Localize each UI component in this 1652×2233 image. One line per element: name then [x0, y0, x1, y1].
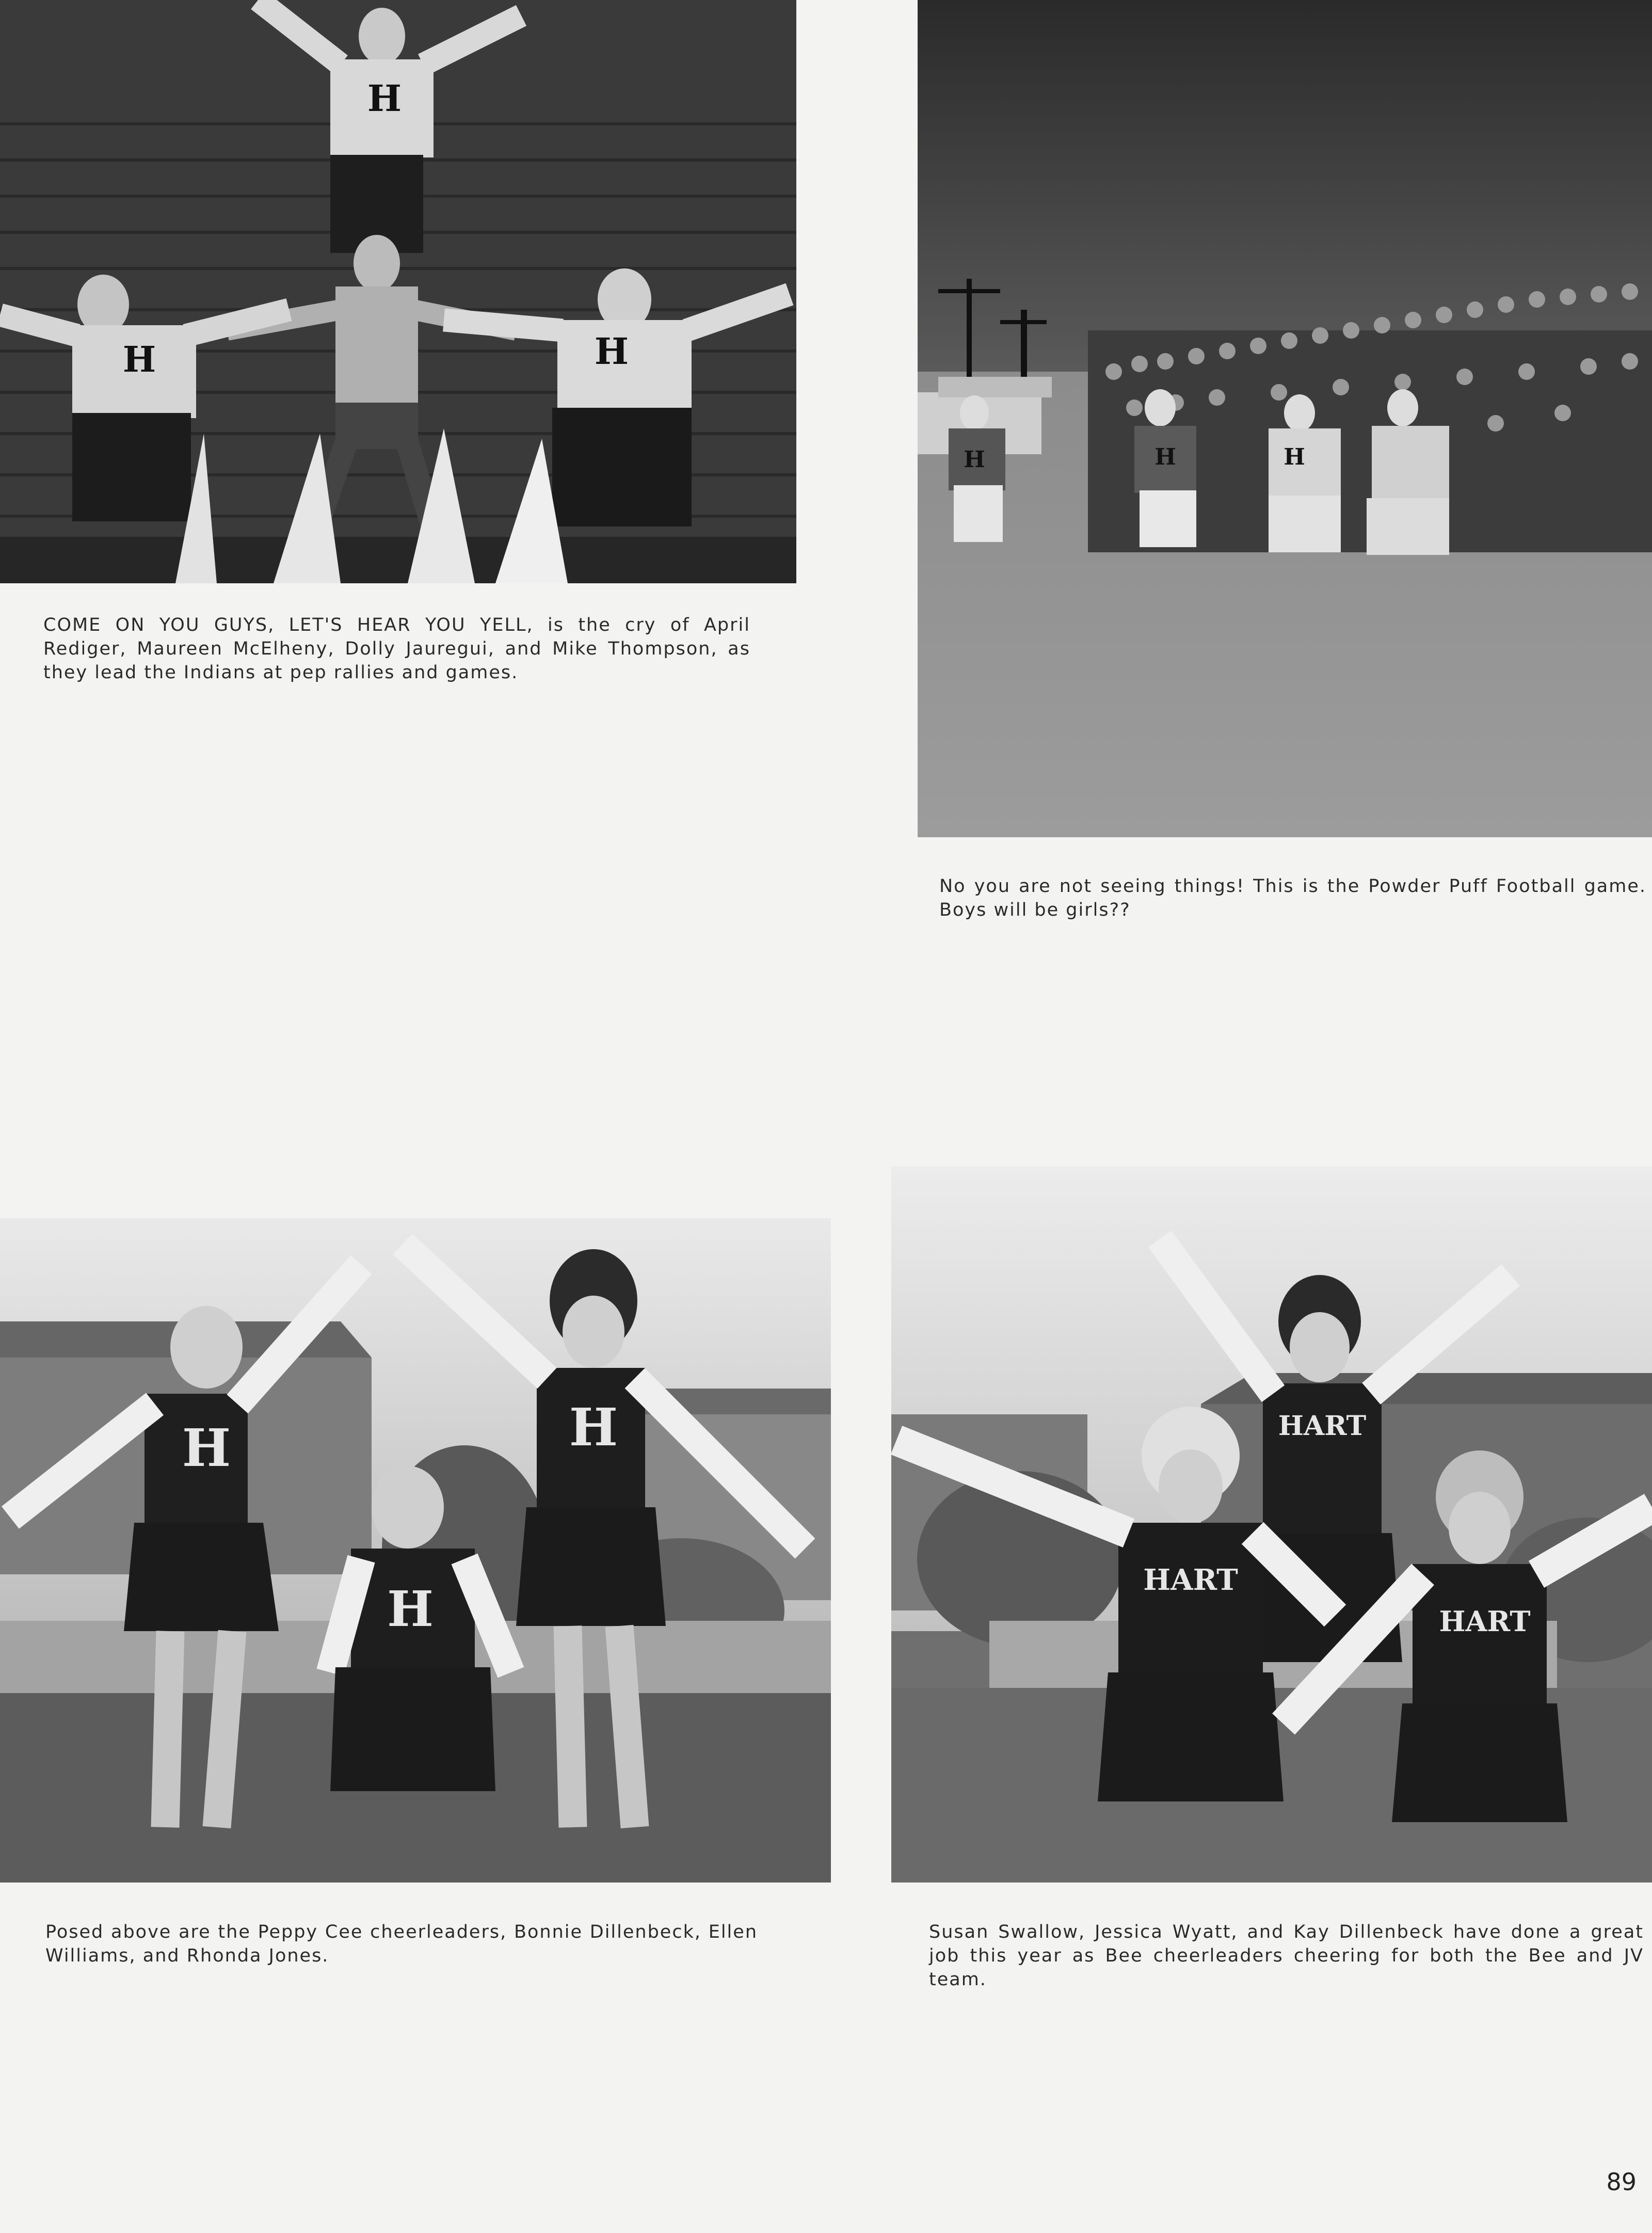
- sweater-letter-boy-3: H: [1284, 444, 1305, 470]
- sweater-letter-boy-1: H: [964, 446, 985, 473]
- caption-pep-pyramid: COME ON YOU GUYS, LET'S HEAR YOU YELL, is the cry of April Rediger, Maureen McElheny, Dolly Jauregui, and Mike Thompson, as they lead the Indians at pep rallies and games.: [43, 615, 750, 683]
- sweater-letter-top: H: [367, 77, 402, 120]
- caption-peppy-cee: Posed above are the Peppy Cee cheerleaders, Bonnie Dillenbeck, Ellen Williams, and Rhonda Jones.: [45, 1922, 758, 1966]
- peppy-cee-photo-image: [0, 1218, 831, 1883]
- caption-powder-puff: No you are not seeing things! This is the Powder Puff Football game. Boys will be girls??: [939, 876, 1646, 920]
- uniform-lettering-back: HART: [1278, 1410, 1367, 1442]
- bee-cheerleaders-photo-image: [891, 1167, 1652, 1883]
- uniform-lettering-left: HART: [1143, 1563, 1238, 1597]
- photo-pep-pyramid: [0, 0, 796, 583]
- page-number: 89: [1606, 2168, 1637, 2196]
- caption-bee-cheerleaders: Susan Swallow, Jessica Wyatt, and Kay Dillenbeck have done a great job this year as Bee cheerleaders cheering for both the Bee and JV team.: [929, 1922, 1644, 1990]
- uniform-lettering-right: HART: [1439, 1605, 1531, 1638]
- uniform-letter-right: H: [569, 1397, 618, 1458]
- pyramid-photo-image: [0, 0, 796, 583]
- uniform-letter-middle: H: [387, 1581, 434, 1638]
- photo-bee-cheerleaders: [891, 1167, 1652, 1883]
- powder-puff-photo-image: [918, 0, 1652, 837]
- uniform-letter-left: H: [182, 1417, 231, 1478]
- sweater-letter-left: H: [122, 339, 156, 380]
- photo-powder-puff: [918, 0, 1652, 837]
- sweater-letter-boy-2: H: [1154, 444, 1176, 470]
- photo-peppy-cee: [0, 1218, 831, 1883]
- sweater-letter-right: H: [594, 330, 629, 373]
